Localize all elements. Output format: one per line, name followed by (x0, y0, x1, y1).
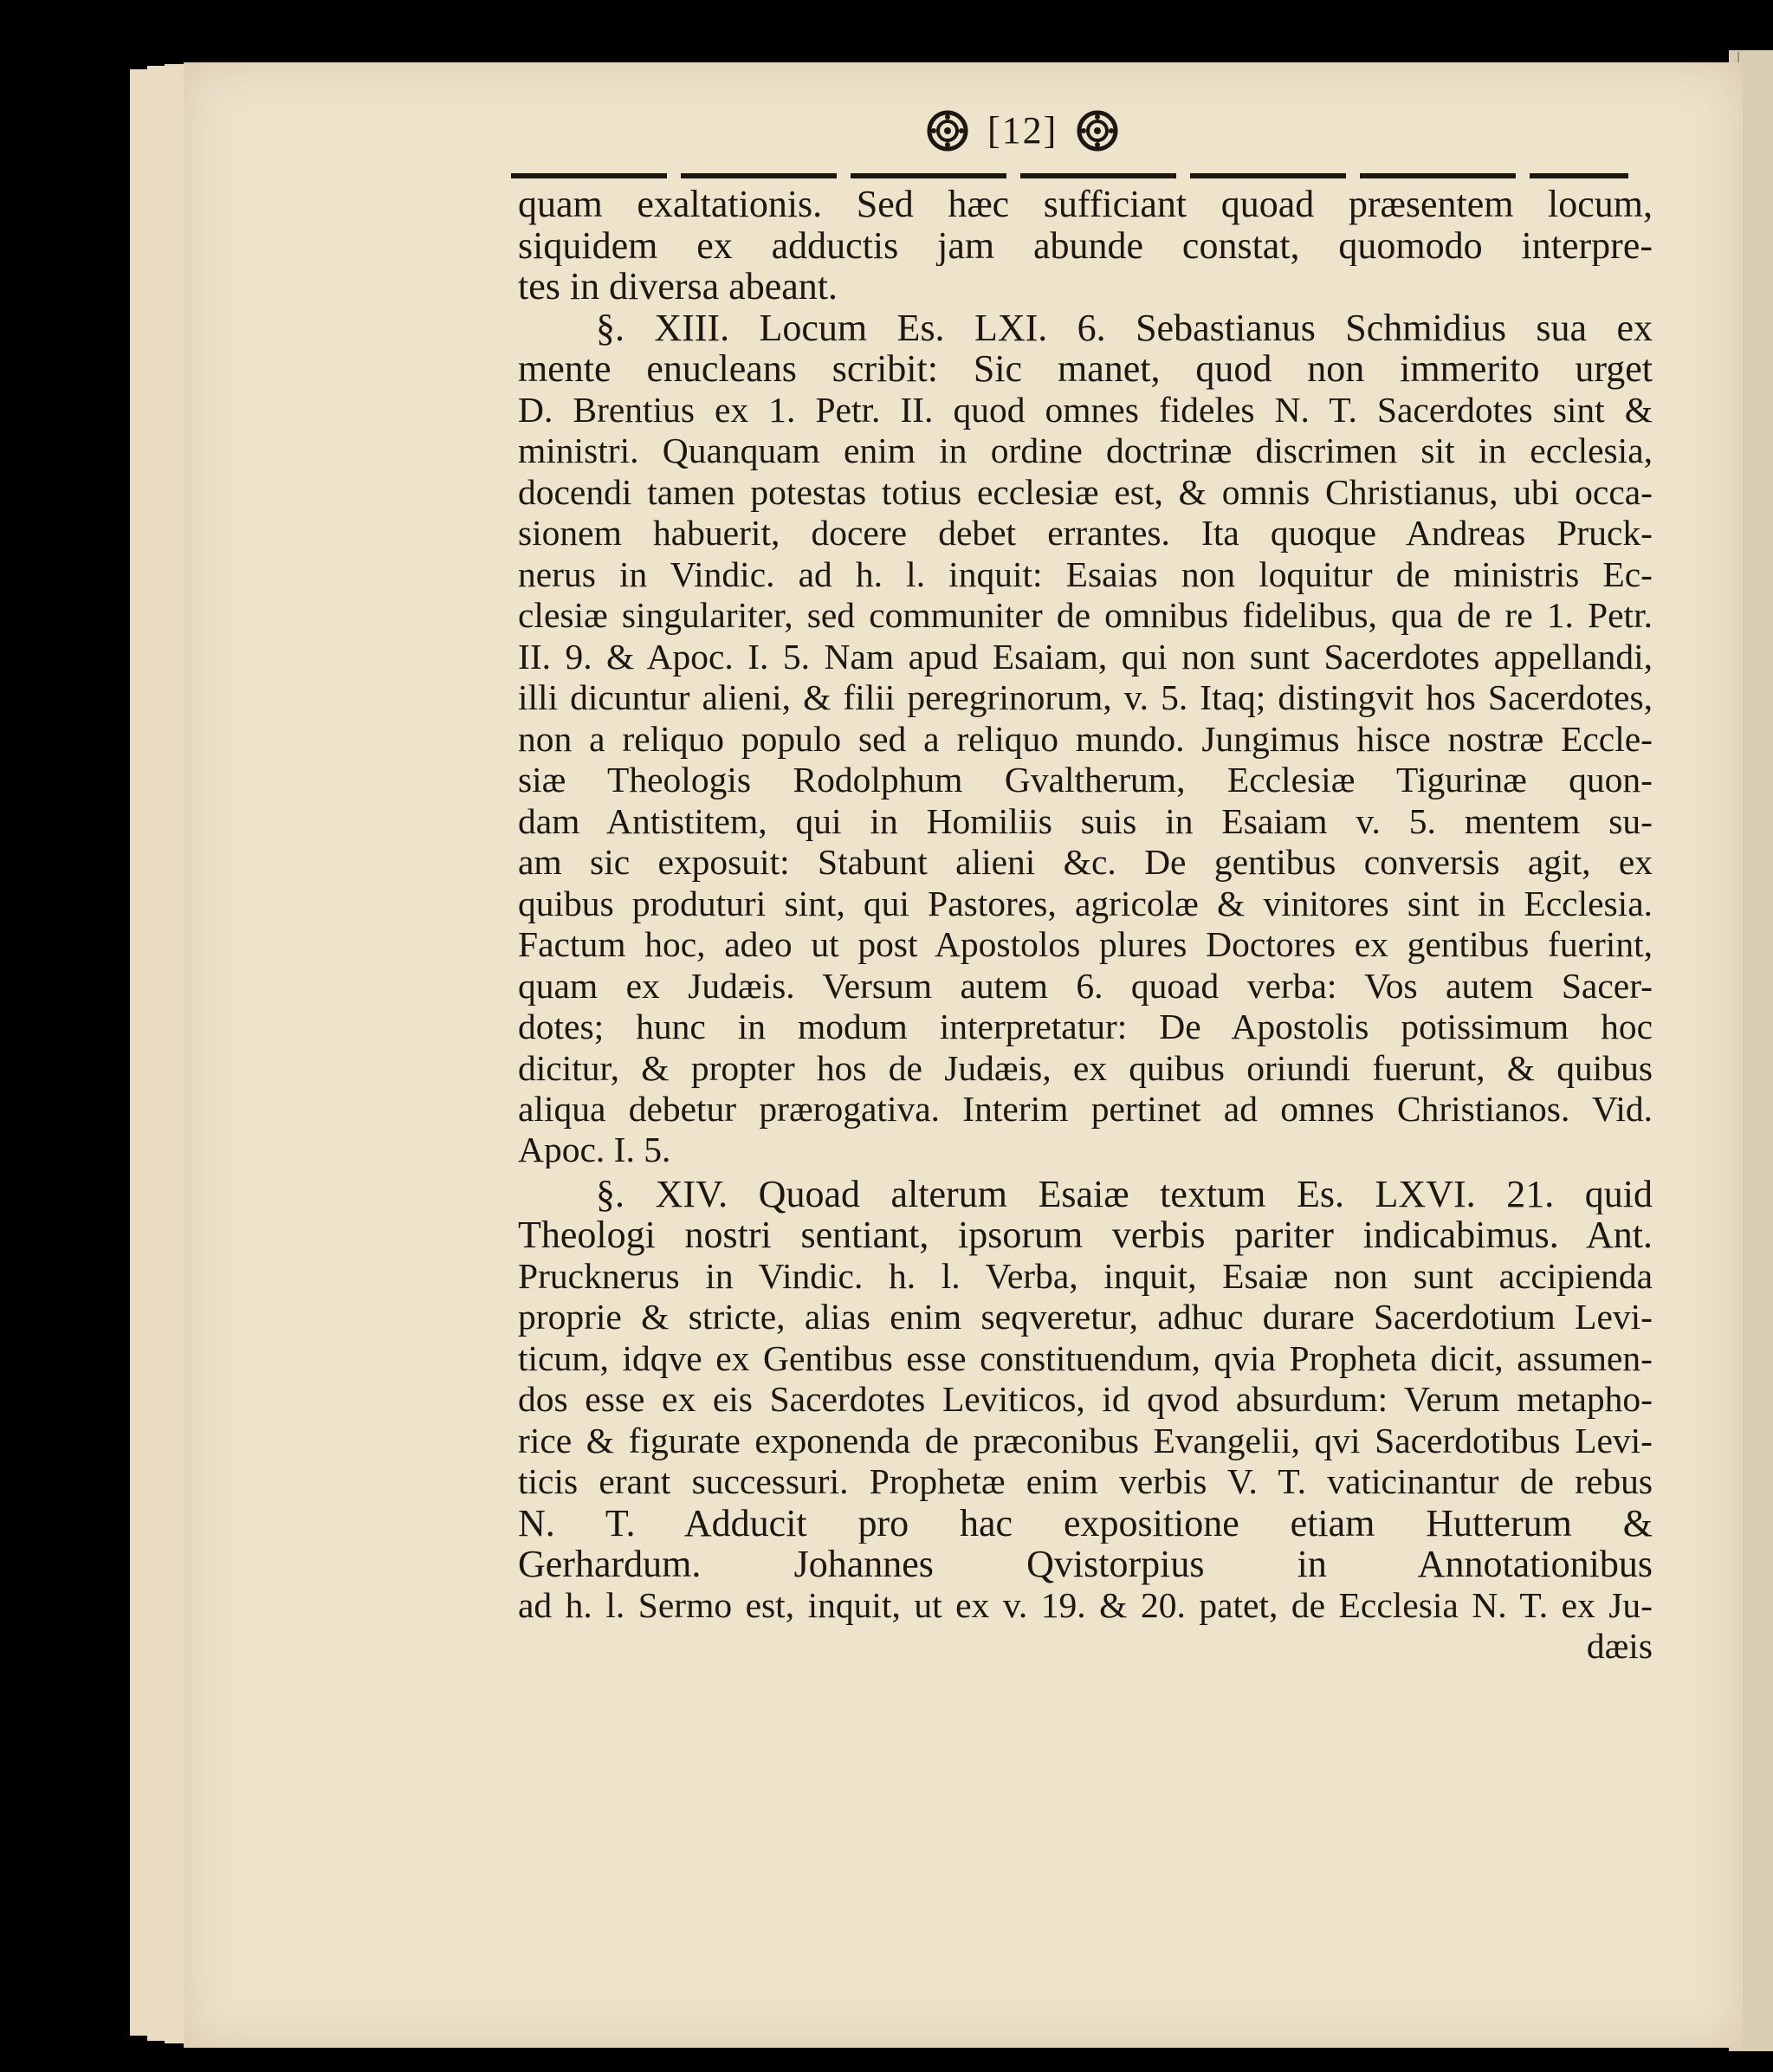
text-line: dos esse ex eis Sacerdotes Leviticos, id qvod absurdum: Verum metapho- (518, 1379, 1653, 1419)
text-line: II. 9. & Apoc. I. 5. Nam apud Esaiam, qui non sunt Sacerdotes appellandi, (518, 636, 1653, 677)
section-heading-line: §. XIII. Locum Es. LXI. 6. Sebastianus Schmidius sua ex (596, 307, 1653, 348)
text-line: aliqua debetur prærogativa. Interim pertinet ad omnes Christianos. Vid. (518, 1089, 1653, 1129)
text-line: siæ Theologis Rodolphum Gvaltherum, Ecclesiæ Tigurinæ quon- (518, 760, 1653, 800)
text-line: dotes; hunc in modum interpretatur: De Apostolis potissimum hoc (518, 1007, 1653, 1046)
text-line: D. Brentius ex 1. Petr. II. quod omnes fideles N. T. Sacerdotes sint & (518, 389, 1653, 430)
page-header (927, 108, 1118, 152)
text-line: illi dicuntur alieni, & filii peregrinorum, v. 5. Itaq; distingvit hos Sacerdotes, (518, 677, 1653, 717)
text-line: ticis erant successuri. Prophetæ enim verbis V. T. vaticinantur de rebus (518, 1461, 1653, 1501)
text-line: clesiæ singulariter, sed communiter de omnibus fidelibus, qua de re 1. Petr. (518, 595, 1653, 635)
text-line: N. T. Adducit pro hac expositione etiam Hutterum & (518, 1502, 1653, 1544)
text-line: nerus in Vindic. ad h. l. inquit: Esaias non loquitur de ministris Ec- (518, 554, 1653, 594)
text-line: quam exaltationis. Sed hæc sufficiant quoad præsentem locum, (518, 184, 1653, 225)
text-line: ministri. Quanquam enim in ordine doctrinæ discrimen sit in ecclesia, (518, 431, 1653, 470)
section-heading-line: §. XIV. Quoad alterum Esaiæ textum Es. LXVI. 21. quid (596, 1173, 1653, 1214)
text-line: rice & figurate exponenda de præconibus Evangelii, qvi Sacerdotibus Levi- (518, 1420, 1653, 1460)
body-text (518, 184, 1653, 1667)
text-line: Prucknerus in Vindic. h. l. Verba, inquit, Esaiæ non sunt accipienda (518, 1255, 1653, 1296)
rosette-ornament-icon (927, 110, 968, 152)
text-line: mente enucleans scribit: Sic manet, quod non immerito urget (518, 348, 1653, 390)
text-line: proprie & stricte, alias enim seqveretur, adhuc durare Sacerdotium Levi- (518, 1297, 1653, 1337)
text-line: ticum, idqve ex Gentibus esse constituendum, qvia Propheta dicit, assumen- (518, 1337, 1653, 1378)
catchword: dæis (1586, 1626, 1653, 1666)
text-line: Theologi nostri sentiant, ipsorum verbis pariter indicabimus. Ant. (518, 1214, 1653, 1256)
header-rule (511, 173, 1628, 178)
text-line: siquidem ex adductis jam abunde constat, quomodo interpre- (518, 224, 1653, 266)
text-line: non a reliquo populo sed a reliquo mundo. Jungimus hisce nostræ Eccle- (518, 718, 1653, 759)
text-line: docendi tamen potestas totius ecclesiæ est, & omnis Christianus, ubi occa- (518, 471, 1653, 512)
text-line: Gerhardum. Johannes Qvistorpius in Annotationibus (518, 1544, 1653, 1585)
text-line: quam ex Judæis. Versum autem 6. quoad verba: Vos autem Sacer- (518, 965, 1653, 1006)
text-line: dicitur, & propter hos de Judæis, ex quibus oriundi fuerunt, & quibus (518, 1047, 1653, 1088)
text-line: ad h. l. Sermo est, inquit, ut ex v. 19. & 20. patet, de Ecclesia N. T. ex Ju- (518, 1584, 1653, 1625)
page-number: [12] (987, 109, 1058, 152)
text-line: quibus produturi sint, qui Pastores, agricolæ & vinitores sint in Ecclesia. (518, 883, 1653, 923)
text-line: am sic exposuit: Stabunt alieni &c. De gentibus conversis agit, ex (518, 842, 1653, 882)
text-line: dam Antistitem, qui in Homiliis suis in Esaiam v. 5. mentem su- (518, 800, 1653, 841)
text-line: tes in diversa abeant. (518, 266, 838, 308)
text-line: sionem habuerit, docere debet errantes. Ita quoque Andreas Pruck- (518, 513, 1653, 553)
text-line: Factum hoc, adeo ut post Apostolos plures Doctores ex gentibus fuerint, (518, 924, 1653, 964)
rosette-ornament-icon (1077, 110, 1118, 152)
text-line: Apoc. I. 5. (518, 1130, 671, 1169)
